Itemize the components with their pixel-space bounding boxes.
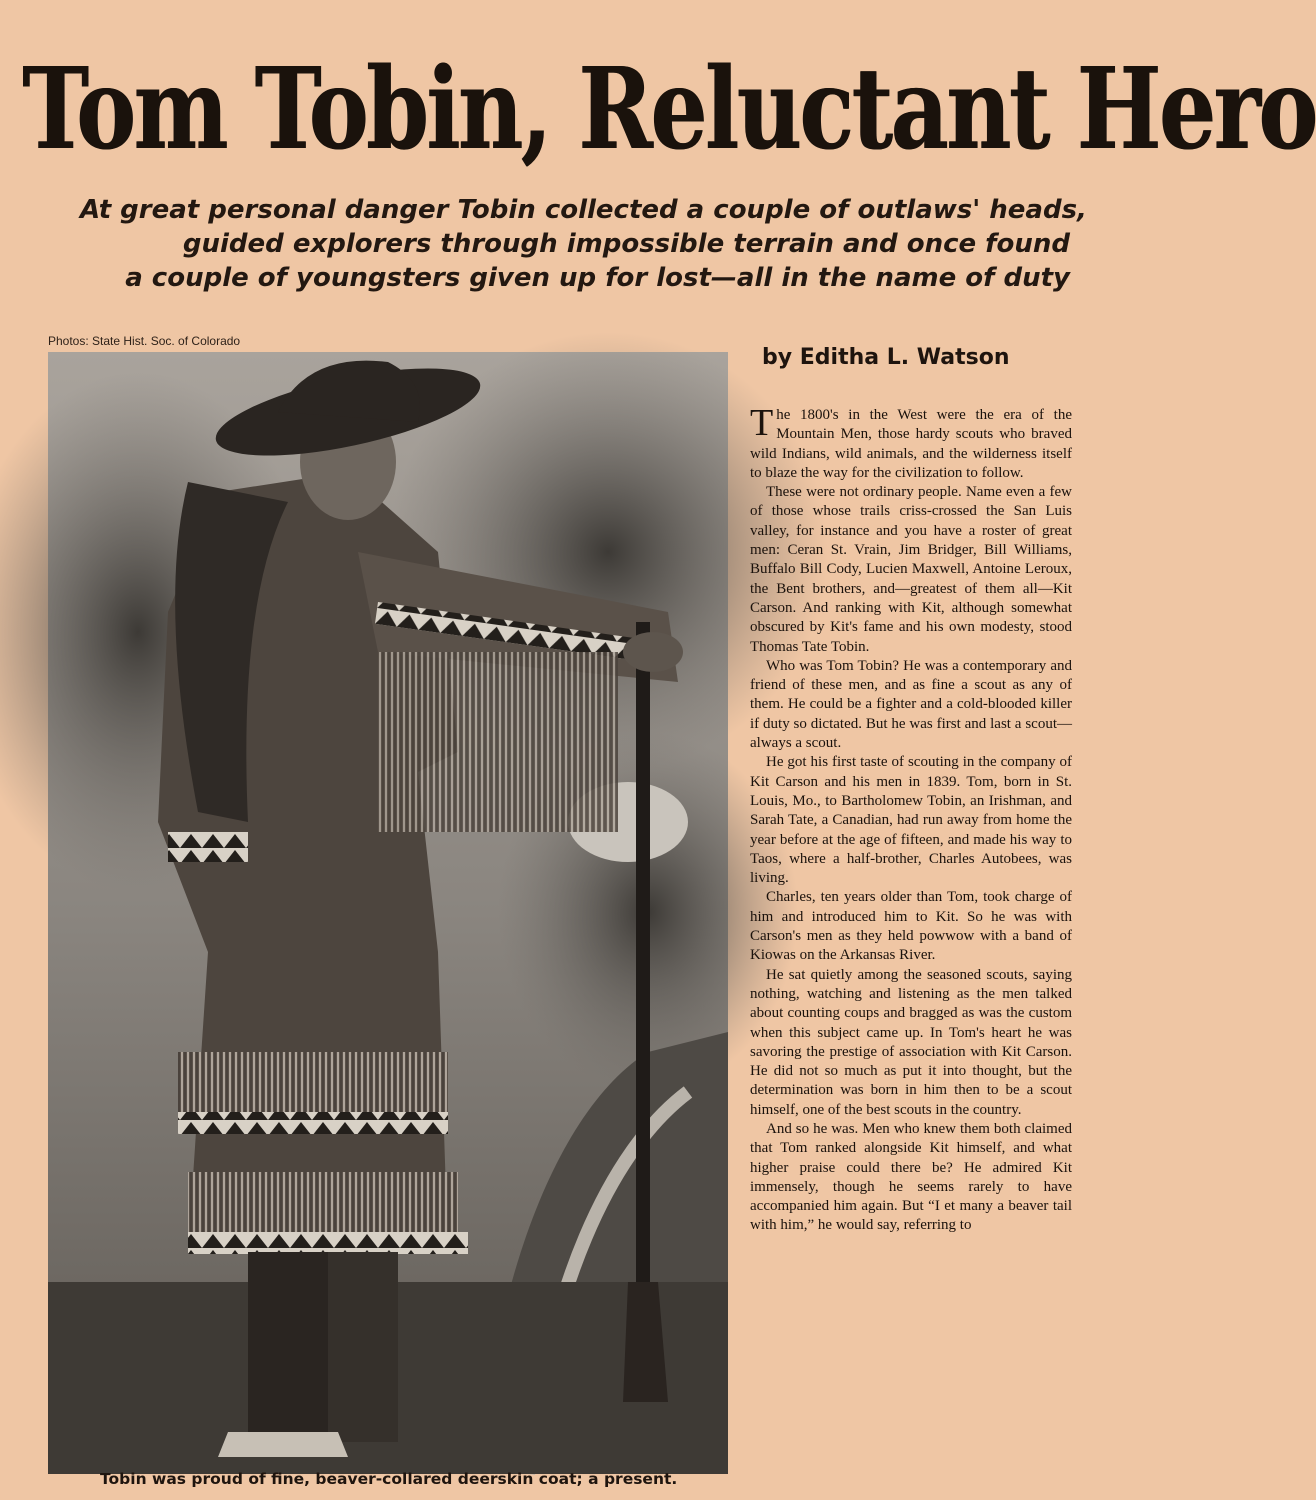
deck-subtitle — [80, 193, 1087, 295]
portrait-illustration — [48, 352, 728, 1474]
paragraph-text: he 1800's in the West were the era of the Mountain Men, those hardy scouts who braved wild Indians, wild animals, and the wilderness itself to blaze the way for the civilization to follow. — [750, 407, 1072, 481]
byline: by Editha L. Watson — [762, 345, 1010, 370]
article-paragraph: Who was Tom Tobin? He was a contemporary and friend of these men, and as fine a scout as any of them. He could be a fighter and a cold-blooded killer if duty so dictated. But he was first and last a scout—always a scout. — [750, 657, 1072, 752]
article-paragraph — [750, 402, 1072, 483]
article-paragraph: He got his first taste of scouting in the company of Kit Carson and his men in 1839. Tom, born in St. Louis, Mo., to Bartholomew Tobin, an Irishman, and Sarah Tate, a Canadian, had run away from home the year before at the age of fifteen, and made his way to Taos, where a half-brother, Charles Autobees, was living. — [750, 754, 1072, 887]
headline: Tom Tobin, Reluctant Hero — [22, 44, 1316, 175]
deck-line: a couple of youngsters given up for lost—all in the name of duty — [125, 263, 1070, 293]
portrait-photo — [48, 352, 728, 1474]
photo-credit: Photos: State Hist. Soc. of Colorado — [48, 334, 241, 348]
drop-cap: T — [750, 402, 774, 444]
article-paragraph: He sat quietly among the seasoned scouts, saying nothing, watching and listening as the men talked about counting coups and bragged as was the custom when this subject came up. In Tom's heart he was savoring the prestige of association with Kit Carson. He did not so much as put it into thought, but the determination was born in him then to be a scout himself, one of the best scouts in the country. — [750, 966, 1072, 1118]
article-paragraph: Charles, ten years older than Tom, took charge of him and introduced him to Kit. So he was with Carson's men as they held powwow with a band of Kiowas on the Arkansas River. — [750, 889, 1072, 964]
deck-line: guided explorers through impossible terrain and once found — [182, 229, 1070, 259]
deck-line: At great personal danger Tobin collected a couple of outlaws' heads, — [80, 195, 1087, 225]
photo-caption: Tobin was proud of fine, beaver-collared deerskin coat; a present. — [100, 1470, 678, 1488]
article-body — [750, 402, 1072, 1500]
article-paragraph: These were not ordinary people. Name even a few of those whose trails criss-crossed the San Luis valley, for instance and you have a roster of great men: Ceran St. Vrain, Jim Bridger, Bill Williams, Buffalo Bill Cody, Lucien Maxwell, Antoine Leroux, the Bent brothers, and—greatest of them all—Kit Carson. And ranking with Kit, although somewhat obscured by Kit's fame and his own modesty, stood Thomas Tate Tobin. — [750, 484, 1072, 655]
article-paragraph: And so he was. Men who knew them both claimed that Tom ranked alongside Kit himself, and what higher praise could there be? He admired Kit immensely, though he seems rarely to have accompanied him again. But “I et many a beaver tail with him,” he would say, referring to — [750, 1120, 1072, 1234]
